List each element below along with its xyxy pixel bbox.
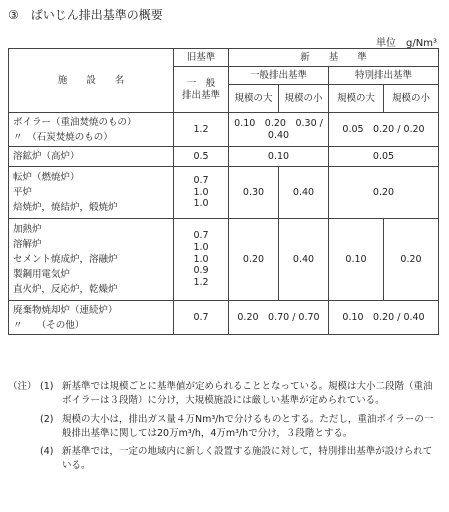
old-value: 0.5 xyxy=(174,147,229,167)
old-value: 0.7 xyxy=(174,301,229,335)
small-label: 規模の小 xyxy=(279,85,329,113)
special-value: 0.10 0.20 / 0.40 xyxy=(329,301,439,335)
old-subheader: 一 般 排出基準 xyxy=(174,67,229,113)
general-value: 0.20 0.70 / 0.70 xyxy=(229,301,329,335)
facility-header: 施 設 名 xyxy=(9,49,174,113)
old-value: 0.7 1.0 1.0 0.9 1.2 xyxy=(174,219,229,301)
special-value: 0.20 xyxy=(329,167,439,219)
general-value: 0.40 xyxy=(279,167,329,219)
general-value: 0.30 xyxy=(229,167,279,219)
new-header: 新 基 準 xyxy=(229,49,439,67)
note-item: (2) 規模の大小は，排出ガス量４万Nm³/hで分けるものとする。ただし，重油ボイラーの一般排出基準に関しては20万m³/h，4万m³/hで分け，３段階とする。 xyxy=(40,413,434,439)
facility-cell: 廃棄物焼却炉（連続炉） 〃 （その他） xyxy=(9,301,174,335)
old-value: 1.2 xyxy=(174,113,229,147)
facility-cell: 溶鉱炉（高炉） xyxy=(9,147,174,167)
old-header: 旧基準 xyxy=(174,49,229,67)
notes xyxy=(8,380,440,478)
facility-cell: ボイラー（重油焚焼のもの） 〃 （石炭焚焼のもの） xyxy=(9,113,174,147)
large-label: 規模の大 xyxy=(229,85,279,113)
special-header: 特別排出基準 xyxy=(329,67,439,85)
old-value: 0.7 1.0 1.0 xyxy=(174,167,229,219)
note-item: （注） (1) 新基準では規模ごとに基準値が定められることとなっている。規模は大小二段階（重油ボイラーは３段階）に分け，大規模施設には厳しい基準が定められている。 xyxy=(8,381,433,407)
special-value: 0.05 xyxy=(329,147,439,167)
standards-table xyxy=(8,48,439,335)
general-value: 0.10 xyxy=(229,147,329,167)
general-value: 0.20 xyxy=(229,219,279,301)
large-label: 規模の大 xyxy=(329,85,384,113)
small-label: 規模の小 xyxy=(384,85,439,113)
note-item: (4) 新基準では，一定の地域内に新しく設置する施設に対して，特別排出基準が設けられている。 xyxy=(40,446,433,472)
special-value: 0.05 0.20 / 0.20 xyxy=(329,113,439,147)
special-value: 0.20 xyxy=(384,219,439,301)
section-title: ③ ばいじん排出基準の概要 xyxy=(8,8,163,22)
general-value: 0.40 xyxy=(279,219,329,301)
unit-label: 単位 g/Nm³ xyxy=(376,38,437,49)
general-value: 0.10 0.20 0.30 / 0.40 xyxy=(229,113,329,147)
special-value: 0.10 xyxy=(329,219,384,301)
facility-cell: 転炉（燃焼炉） 平炉 焙焼炉，焼結炉，煅焼炉 xyxy=(9,167,174,219)
general-header: 一般排出基準 xyxy=(229,67,329,85)
facility-cell: 加熱炉 溶解炉 セメント焼成炉，溶融炉 製鋼用電気炉 直火炉，反応炉，乾燥炉 xyxy=(9,219,174,301)
